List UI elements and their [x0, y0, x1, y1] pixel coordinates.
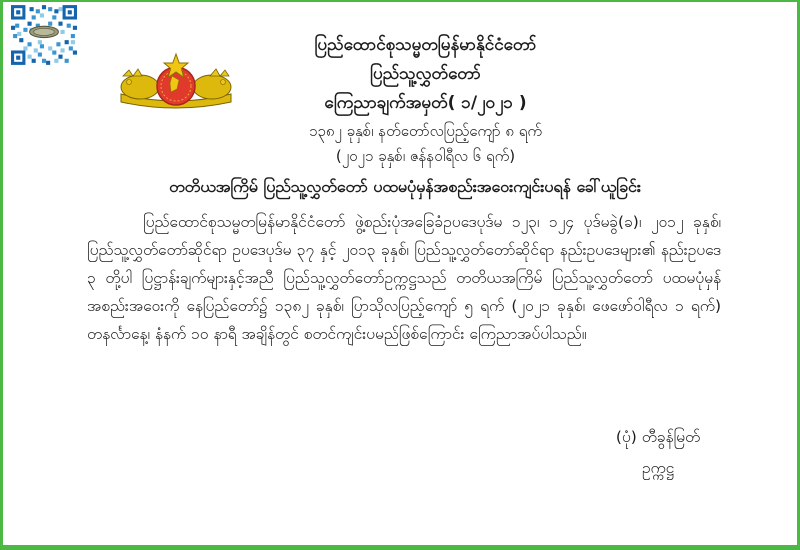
letterhead: [53, 32, 798, 169]
institution-title: ပြည်သူ့လွှတ်တော်: [370, 64, 481, 84]
signer-name: (ပုံ) တီခွန်မြတ်: [615, 428, 701, 446]
signature-block: [558, 422, 758, 484]
announcement-number: ကြေညာချက်အမှတ်( ၁/၂၀၂၁ ): [324, 93, 527, 113]
date-myanmar-calendar: ၁၃၈၂ ခုနှစ်၊ နတ်တော်လပြည့်ကျော် ၈ ရက်: [308, 122, 543, 140]
signer-title: ဥက္ကဋ္ဌ: [641, 459, 675, 477]
subject-line: တတိယအကြိမ် ပြည်သူ့လွှတ်တော် ပထမပုံမှန်အစည်းအဝေးကျင်းပရန် ခေါ်ယူခြင်း: [169, 177, 641, 196]
country-title: ပြည်ထောင်စုသမ္မတမြန်မာနိုင်ငံတော်: [314, 35, 537, 55]
date-gregorian: (၂၀၂၁ ခုနှစ်၊ ဇန်နဝါရီလ ၆ ရက်): [335, 147, 516, 165]
body-paragraph: ပြည်ထောင်စုသမ္မတမြန်မာနိုင်ငံတော် ဖွဲ့စည်းပုံအခြေခံဥပဒေပုဒ်မ ၁၂၃၊ ၁၂၄ ပုဒ်မခွဲ(ခ)၊ ၂၀၁၂ ခုနှစ်၊ ပြည်သူ့လွှတ်တော်ဆိုင်ရာ ဥပဒေပုဒ်မ ၃၇ နှင့် ၂၀၁၃ ခုနှစ်၊ ပြည်သူ့လွှတ်တော်ဆိုင်ရာ နည်းဥပဒေများ၏ နည်းဥပဒေ ၃ တို့ပါ ပြဋ္ဌာန်းချက်များနှင့်အညီ ပြည်သူ့လွှတ်တော်ဥက္ကဋ္ဌသည် တတိယအကြိမ် ပြည်သူ့လွှတ်တော် ပထမပုံမှန်အစည်းအဝေးကို နေပြည်တော်၌ ၁၃၈၂ ခုနှစ်၊ ပြာသိုလပြည့်ကျော် ၅ ရက် (၂၀၂၁ ခုနှစ်၊ ဖေဖော်ဝါရီလ ၁ ရက်) တနင်္လာနေ့၊ နံနက် ၁၀ နာရီ အချိန်တွင် စတင်ကျင်းပမည်ဖြစ်ကြောင်း ကြေညာအပ်ပါသည်။: [87, 213, 721, 343]
